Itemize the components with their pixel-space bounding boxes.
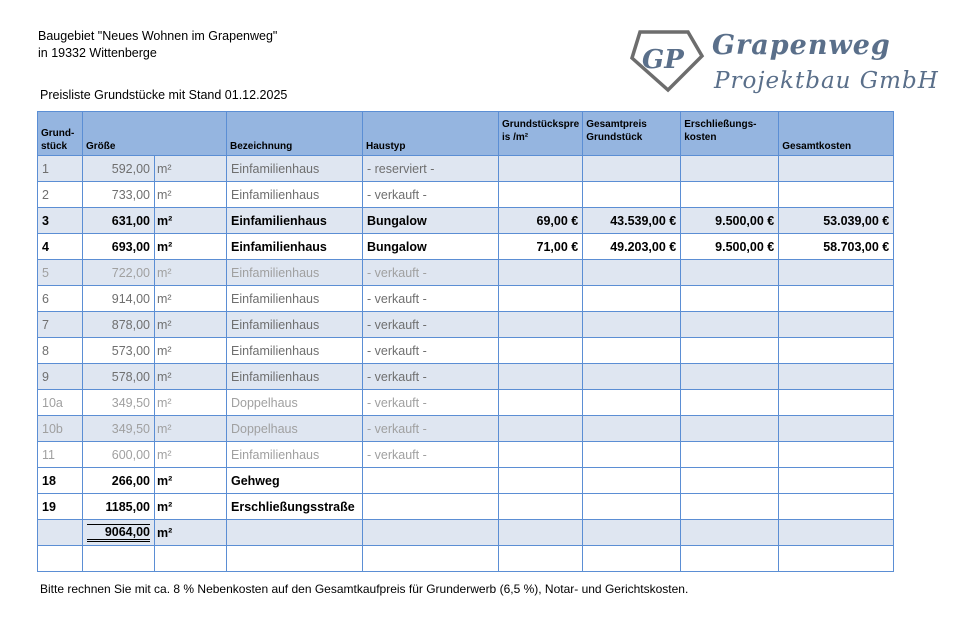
cell-bez: Einfamilienhaus (227, 182, 363, 208)
table-row (38, 234, 894, 260)
cell-gp (583, 260, 681, 286)
cell-unit: m² (155, 468, 227, 494)
cell-gp (583, 312, 681, 338)
cell-nr: 10a (38, 390, 83, 416)
cell-unit: m² (155, 338, 227, 364)
header-gesamtkosten: Gesamtkosten (779, 112, 894, 156)
table-row (38, 494, 894, 520)
empty-cell (227, 546, 363, 572)
company-logo (626, 26, 939, 100)
cell-ek (681, 312, 779, 338)
cell-typ: - verkauft - (363, 260, 499, 286)
cell-ek (681, 364, 779, 390)
cell-gk (779, 182, 894, 208)
table-row (38, 312, 894, 338)
cell-pqm (499, 260, 583, 286)
cell-pqm (499, 416, 583, 442)
empty-row (38, 546, 894, 572)
cell-unit: m² (155, 156, 227, 182)
total-size-value: 9064,00 (87, 524, 150, 542)
cell-gp (583, 156, 681, 182)
cell-nr: 6 (38, 286, 83, 312)
cell-pqm (499, 338, 583, 364)
table-row (38, 156, 894, 182)
cell-gk (779, 468, 894, 494)
table-row (38, 390, 894, 416)
cell-bez: Einfamilienhaus (227, 260, 363, 286)
cell-unit: m² (155, 364, 227, 390)
cell-gp (583, 338, 681, 364)
empty-cell (499, 520, 583, 546)
empty-cell (227, 520, 363, 546)
empty-cell (681, 520, 779, 546)
cell-gp (583, 442, 681, 468)
cell-size: 349,50 (83, 416, 155, 442)
cell-bez: Einfamilienhaus (227, 208, 363, 234)
cell-size: 631,00 (83, 208, 155, 234)
cell-gk (779, 442, 894, 468)
table-row (38, 182, 894, 208)
cell-nr: 19 (38, 494, 83, 520)
cell-nr: 4 (38, 234, 83, 260)
cell-typ: Bungalow (363, 208, 499, 234)
cell-pqm (499, 494, 583, 520)
header-bezeichnung: Bezeichnung (227, 112, 363, 156)
cell-bez: Einfamilienhaus (227, 442, 363, 468)
cell-size: 266,00 (83, 468, 155, 494)
cell-pqm (499, 312, 583, 338)
cell-bez: Gehweg (227, 468, 363, 494)
cell-typ (363, 468, 499, 494)
table-row (38, 286, 894, 312)
cell-pqm (499, 182, 583, 208)
cell-gp: 43.539,00 € (583, 208, 681, 234)
price-table (37, 111, 894, 572)
cell-gk (779, 260, 894, 286)
cell-gk (779, 364, 894, 390)
empty-cell (83, 546, 155, 572)
cell-ek: 9.500,00 € (681, 208, 779, 234)
table-row (38, 338, 894, 364)
cell-typ: Bungalow (363, 234, 499, 260)
cell-nr: 7 (38, 312, 83, 338)
cell-gp (583, 286, 681, 312)
cell-pqm: 69,00 € (499, 208, 583, 234)
header-preis-qm: Grundstückspre is /m² (499, 112, 583, 156)
cell-ek (681, 390, 779, 416)
cell-unit: m² (155, 416, 227, 442)
empty-cell (779, 546, 894, 572)
cell-typ: - reserviert - (363, 156, 499, 182)
project-location: in 19332 Wittenberge (38, 46, 157, 60)
cell-size: 349,50 (83, 390, 155, 416)
header-gesamtpreis: Gesamtpreis Grundstück (583, 112, 681, 156)
cell-gk (779, 156, 894, 182)
cell-pqm (499, 442, 583, 468)
cell-typ: - verkauft - (363, 338, 499, 364)
cell-unit: m² (155, 494, 227, 520)
cell-gp: 49.203,00 € (583, 234, 681, 260)
cell-nr: 1 (38, 156, 83, 182)
cell-nr: 10b (38, 416, 83, 442)
cell-typ: - verkauft - (363, 442, 499, 468)
empty-cell (583, 520, 681, 546)
cell-gk (779, 286, 894, 312)
cell-ek (681, 182, 779, 208)
empty-cell (155, 546, 227, 572)
cell-nr: 18 (38, 468, 83, 494)
cell-unit: m² (155, 260, 227, 286)
cell-gk: 53.039,00 € (779, 208, 894, 234)
project-title: Baugebiet "Neues Wohnen im Grapenweg" (38, 29, 278, 43)
cell-unit: m² (155, 442, 227, 468)
cell-typ: - verkauft - (363, 416, 499, 442)
cell-nr: 2 (38, 182, 83, 208)
cell-unit: m² (155, 390, 227, 416)
cell-size: 878,00 (83, 312, 155, 338)
cell-size: 914,00 (83, 286, 155, 312)
cell-size: 1185,00 (83, 494, 155, 520)
cell-ek (681, 156, 779, 182)
price-list-title: Preisliste Grundstücke mit Stand 01.12.2025 (40, 88, 288, 102)
cell-gk (779, 390, 894, 416)
cell-ek: 9.500,00 € (681, 234, 779, 260)
cell-size: 592,00 (83, 156, 155, 182)
cell-ek (681, 494, 779, 520)
cell-pqm (499, 468, 583, 494)
footer-note: Bitte rechnen Sie mit ca. 8 % Nebenkosten auf den Gesamtkaufpreis für Grunderwerb (6,5 %), Notar- und Gerichtskosten. (40, 582, 689, 596)
cell-ek (681, 260, 779, 286)
cell-gp (583, 390, 681, 416)
cell-pqm (499, 286, 583, 312)
cell-bez: Einfamilienhaus (227, 234, 363, 260)
cell-gp (583, 494, 681, 520)
cell-unit: m² (155, 182, 227, 208)
cell-unit: m² (155, 312, 227, 338)
header-grundstueck: Grund- stück (38, 112, 83, 156)
table-row (38, 468, 894, 494)
cell-size: 693,00 (83, 234, 155, 260)
cell-typ: - verkauft - (363, 286, 499, 312)
total-unit: m² (155, 520, 227, 546)
cell-size: 600,00 (83, 442, 155, 468)
cell-typ (363, 494, 499, 520)
empty-cell (363, 546, 499, 572)
cell-nr: 3 (38, 208, 83, 234)
header-haustyp: Haustyp (363, 112, 499, 156)
cell-bez: Einfamilienhaus (227, 364, 363, 390)
cell-gp (583, 468, 681, 494)
logo-line-1: Grapenweg (712, 30, 891, 61)
cell-pqm (499, 390, 583, 416)
cell-nr: 11 (38, 442, 83, 468)
svg-text:GP: GP (642, 45, 684, 75)
table-row (38, 364, 894, 390)
cell-bez: Einfamilienhaus (227, 286, 363, 312)
cell-size: 722,00 (83, 260, 155, 286)
cell-size: 733,00 (83, 182, 155, 208)
cell-bez: Doppelhaus (227, 390, 363, 416)
project-title-block (38, 28, 277, 62)
cell-size: 578,00 (83, 364, 155, 390)
cell-bez: Erschließungsstraße (227, 494, 363, 520)
cell-gp (583, 416, 681, 442)
cell-typ: - verkauft - (363, 182, 499, 208)
table-header-row (38, 112, 894, 156)
empty-cell (583, 546, 681, 572)
cell-ek (681, 468, 779, 494)
cell-pqm: 71,00 € (499, 234, 583, 260)
cell-gp (583, 182, 681, 208)
cell-gk (779, 312, 894, 338)
table-row (38, 442, 894, 468)
empty-cell (779, 520, 894, 546)
empty-cell (363, 520, 499, 546)
cell-unit: m² (155, 286, 227, 312)
cell-size: 573,00 (83, 338, 155, 364)
logo-line-2: Projektbau GmbH (714, 68, 939, 94)
total-size (83, 520, 155, 546)
cell-nr: 8 (38, 338, 83, 364)
cell-ek (681, 338, 779, 364)
cell-gk (779, 494, 894, 520)
cell-typ: - verkauft - (363, 390, 499, 416)
table-row (38, 208, 894, 234)
cell-bez: Einfamilienhaus (227, 338, 363, 364)
cell-gp (583, 364, 681, 390)
empty-cell (38, 520, 83, 546)
cell-typ: - verkauft - (363, 364, 499, 390)
cell-ek (681, 442, 779, 468)
cell-gk (779, 338, 894, 364)
cell-ek (681, 416, 779, 442)
cell-unit: m² (155, 208, 227, 234)
cell-typ: - verkauft - (363, 312, 499, 338)
cell-bez: Einfamilienhaus (227, 312, 363, 338)
cell-bez: Doppelhaus (227, 416, 363, 442)
cell-pqm (499, 364, 583, 390)
cell-pqm (499, 156, 583, 182)
header-erschliessung: Erschließungs- kosten (681, 112, 779, 156)
table-row (38, 260, 894, 286)
cell-bez: Einfamilienhaus (227, 156, 363, 182)
cell-gk (779, 416, 894, 442)
cell-nr: 9 (38, 364, 83, 390)
empty-cell (38, 546, 83, 572)
empty-cell (499, 546, 583, 572)
cell-nr: 5 (38, 260, 83, 286)
empty-cell (681, 546, 779, 572)
gp-monogram-icon (628, 28, 710, 94)
table-row (38, 416, 894, 442)
header-groesse: Größe (83, 112, 227, 156)
total-row (38, 520, 894, 546)
cell-ek (681, 286, 779, 312)
cell-gk: 58.703,00 € (779, 234, 894, 260)
cell-unit: m² (155, 234, 227, 260)
